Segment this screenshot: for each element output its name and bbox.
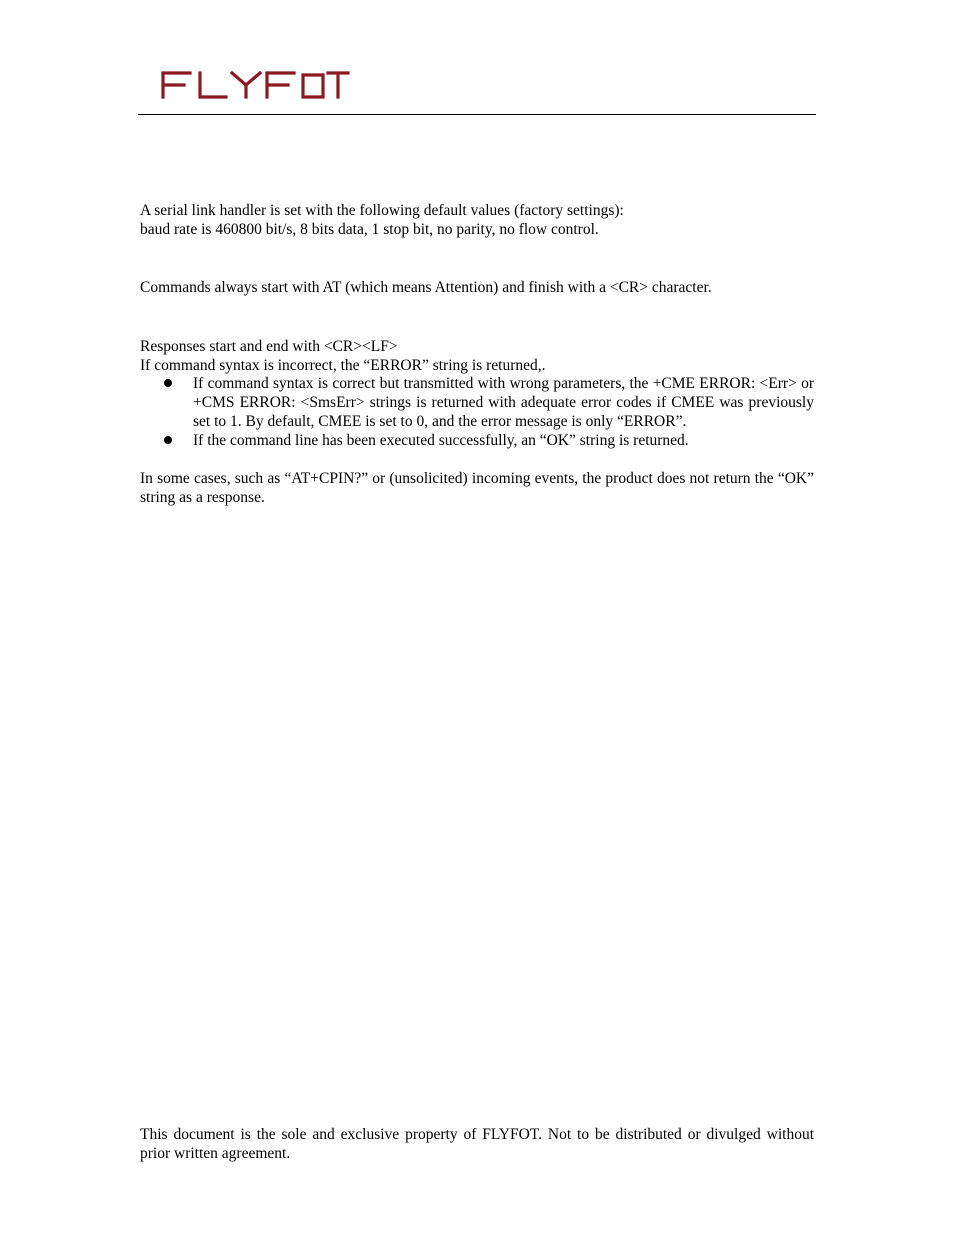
bullet-text: If the command line has been executed successfully, an “OK” string is returned.	[193, 432, 689, 449]
commands-paragraph	[140, 278, 814, 297]
list-item	[140, 374, 814, 431]
list-item	[140, 431, 814, 450]
header-divider	[138, 114, 816, 115]
footer-notice: This document is the sole and exclusive property of FLYFOT. Not to be distributed or divulged without prior written agreement.	[140, 1126, 814, 1162]
serial-link-paragraph	[140, 201, 814, 239]
responses-closing-paragraph: In some cases, such as “AT+CPIN?” or (unsolicited) incoming events, the product does not return the “OK” string as a response.	[140, 470, 814, 506]
responses-intro: Responses start and end with <CR><LF>	[140, 338, 398, 355]
responses-paragraph	[140, 337, 814, 375]
bullet-text: If command syntax is correct but transmitted with wrong parameters, the +CME ERROR: <Err> or +CMS ERROR: <SmsErr> strings is returned with adequate error codes if CMEE was previously set to 1. By default, CMEE is set to 0, and the error message is only “ERROR”.	[193, 375, 814, 430]
bullet-icon	[164, 379, 172, 387]
bullet-icon	[164, 436, 172, 444]
responses-bullet-list	[140, 374, 814, 450]
responses-error-text: If command syntax is incorrect, the “ERROR” string is returned,.	[140, 357, 546, 374]
serial-link-intro: A serial link handler is set with the following default values (factory settings):	[140, 202, 624, 219]
flyfot-logo	[160, 70, 350, 100]
commands-text: Commands always start with AT (which means Attention) and finish with a <CR> character.	[140, 279, 712, 296]
serial-link-settings: baud rate is 460800 bit/s, 8 bits data, 1 stop bit, no parity, no flow control.	[140, 221, 599, 238]
